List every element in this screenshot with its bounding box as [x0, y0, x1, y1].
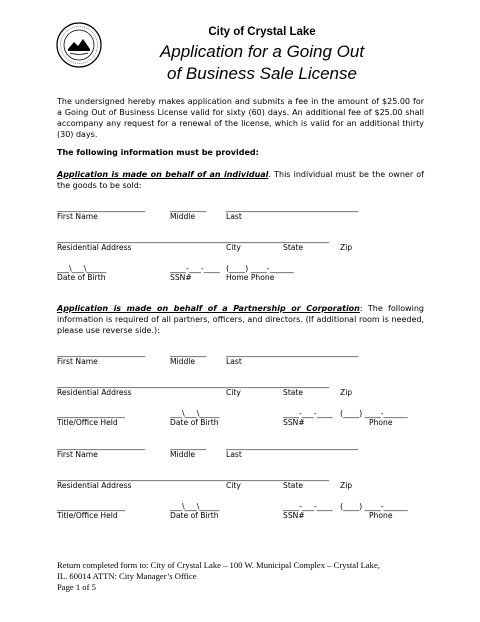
- partner1-title-line[interactable]: _________________: [57, 409, 125, 418]
- middle-label: Middle: [170, 212, 196, 221]
- partner1-address-label: Residential Address: [57, 388, 132, 397]
- partnership-lead: Application is made on behalf of a Partnership or Corporation: [57, 304, 360, 313]
- individual-rest: . This individual must be the owner of the goods to be sold:: [57, 170, 424, 190]
- city-name: City of Crystal Lake: [208, 26, 316, 38]
- partner1-zip-label: Zip: [340, 388, 353, 397]
- partner2-ssn-line[interactable]: ____-___-____: [283, 502, 333, 511]
- first-name-line[interactable]: ______________________: [57, 203, 145, 212]
- intro-paragraph: The undersigned hereby makes application and submits a fee in the amount of $25.00 for a Going Out of Business License valid for sixty (60) days. An additional fee of $25.00 shall accompany any request for a renewal of the license, which is valid for an additional thirty (30) days.: [57, 97, 424, 139]
- partner2-address-label: Residential Address: [57, 481, 132, 490]
- address-line[interactable]: ____________________________________________________________________: [57, 234, 329, 243]
- required-heading: The following information must be provided:: [57, 148, 259, 157]
- page-number: Page 1 of 5: [57, 582, 96, 592]
- partnership-section-text: [57, 303, 424, 336]
- middle-name-line[interactable]: _________: [170, 203, 206, 212]
- dob-label: Date of Birth: [57, 273, 106, 282]
- partner1-last-label: Last: [226, 357, 242, 366]
- partner2-title-label: Title/Office Held: [57, 511, 118, 520]
- partner2-state-label: State: [283, 481, 304, 490]
- partner2-middle-line[interactable]: _________: [170, 441, 206, 450]
- state-label: State: [283, 243, 304, 252]
- partner1-state-label: State: [283, 388, 304, 397]
- partner1-first-label: First Name: [57, 357, 98, 366]
- partner1-ssn-label: SSN#: [283, 418, 305, 427]
- partner1-phone-label: Phone: [369, 418, 393, 427]
- first-name-label: First Name: [57, 212, 98, 221]
- partner2-address-line[interactable]: ____________________________________________________________________: [57, 472, 329, 481]
- dob-line[interactable]: ___\___\_____: [57, 264, 107, 273]
- partner2-dob-line[interactable]: ___\___\_____: [170, 502, 220, 511]
- partner1-last-line[interactable]: _________________________________: [226, 348, 358, 357]
- partner1-address-line[interactable]: ____________________________________________________________________: [57, 379, 329, 388]
- partner2-last-line[interactable]: _________________________________: [226, 441, 358, 450]
- partner1-ssn-line[interactable]: ____-___-____: [283, 409, 333, 418]
- ssn-label: SSN#: [170, 273, 192, 282]
- partner2-ssn-label: SSN#: [283, 511, 305, 520]
- form-title-line2: of Business Sale License: [167, 64, 357, 83]
- partner2-title-line[interactable]: _________________: [57, 502, 125, 511]
- partner1-title-label: Title/Office Held: [57, 418, 118, 427]
- partner2-phone-line[interactable]: (____) ____-______: [340, 502, 408, 511]
- partner1-middle-line[interactable]: _________: [170, 348, 206, 357]
- partner2-first-label: First Name: [57, 450, 98, 459]
- partner2-first-line[interactable]: ______________________: [57, 441, 145, 450]
- form-title-line1: Application for a Going Out: [159, 42, 365, 61]
- partner1-city-label: City: [226, 388, 241, 397]
- partner2-dob-label: Date of Birth: [170, 511, 219, 520]
- partner2-phone-label: Phone: [369, 511, 393, 520]
- return-instructions-line2: IL. 60014 ATTN: City Manager’s Office: [57, 571, 197, 581]
- partner1-dob-label: Date of Birth: [170, 418, 219, 427]
- home-phone-label: Home Phone: [226, 273, 275, 282]
- partner1-phone-line[interactable]: (____) ____-______: [340, 409, 408, 418]
- partnership-rest: : The following information is required of all partners, officers, and directors. (If additional room is needed, please use reverse side.):: [57, 304, 425, 335]
- return-instructions-line1: Return completed form to: City of Crystal Lake – 100 W. Municipal Complex – Crystal Lake,: [57, 560, 380, 570]
- address-label: Residential Address: [57, 243, 132, 252]
- zip-label: Zip: [340, 243, 353, 252]
- ssn-line[interactable]: ____-___-____: [170, 264, 220, 273]
- last-name-line[interactable]: _________________________________: [226, 203, 358, 212]
- partner1-dob-line[interactable]: ___\___\_____: [170, 409, 220, 418]
- partner2-middle-label: Middle: [170, 450, 196, 459]
- last-label: Last: [226, 212, 242, 221]
- partner2-last-label: Last: [226, 450, 242, 459]
- individual-lead: Application is made on behalf of an individual: [57, 170, 269, 179]
- partner2-city-label: City: [226, 481, 241, 490]
- individual-section-text: [57, 169, 424, 191]
- city-label: City: [226, 243, 241, 252]
- partner2-zip-label: Zip: [340, 481, 353, 490]
- home-phone-line[interactable]: (____) ____-______: [226, 264, 294, 273]
- partner1-middle-label: Middle: [170, 357, 196, 366]
- partner1-first-line[interactable]: ______________________: [57, 348, 145, 357]
